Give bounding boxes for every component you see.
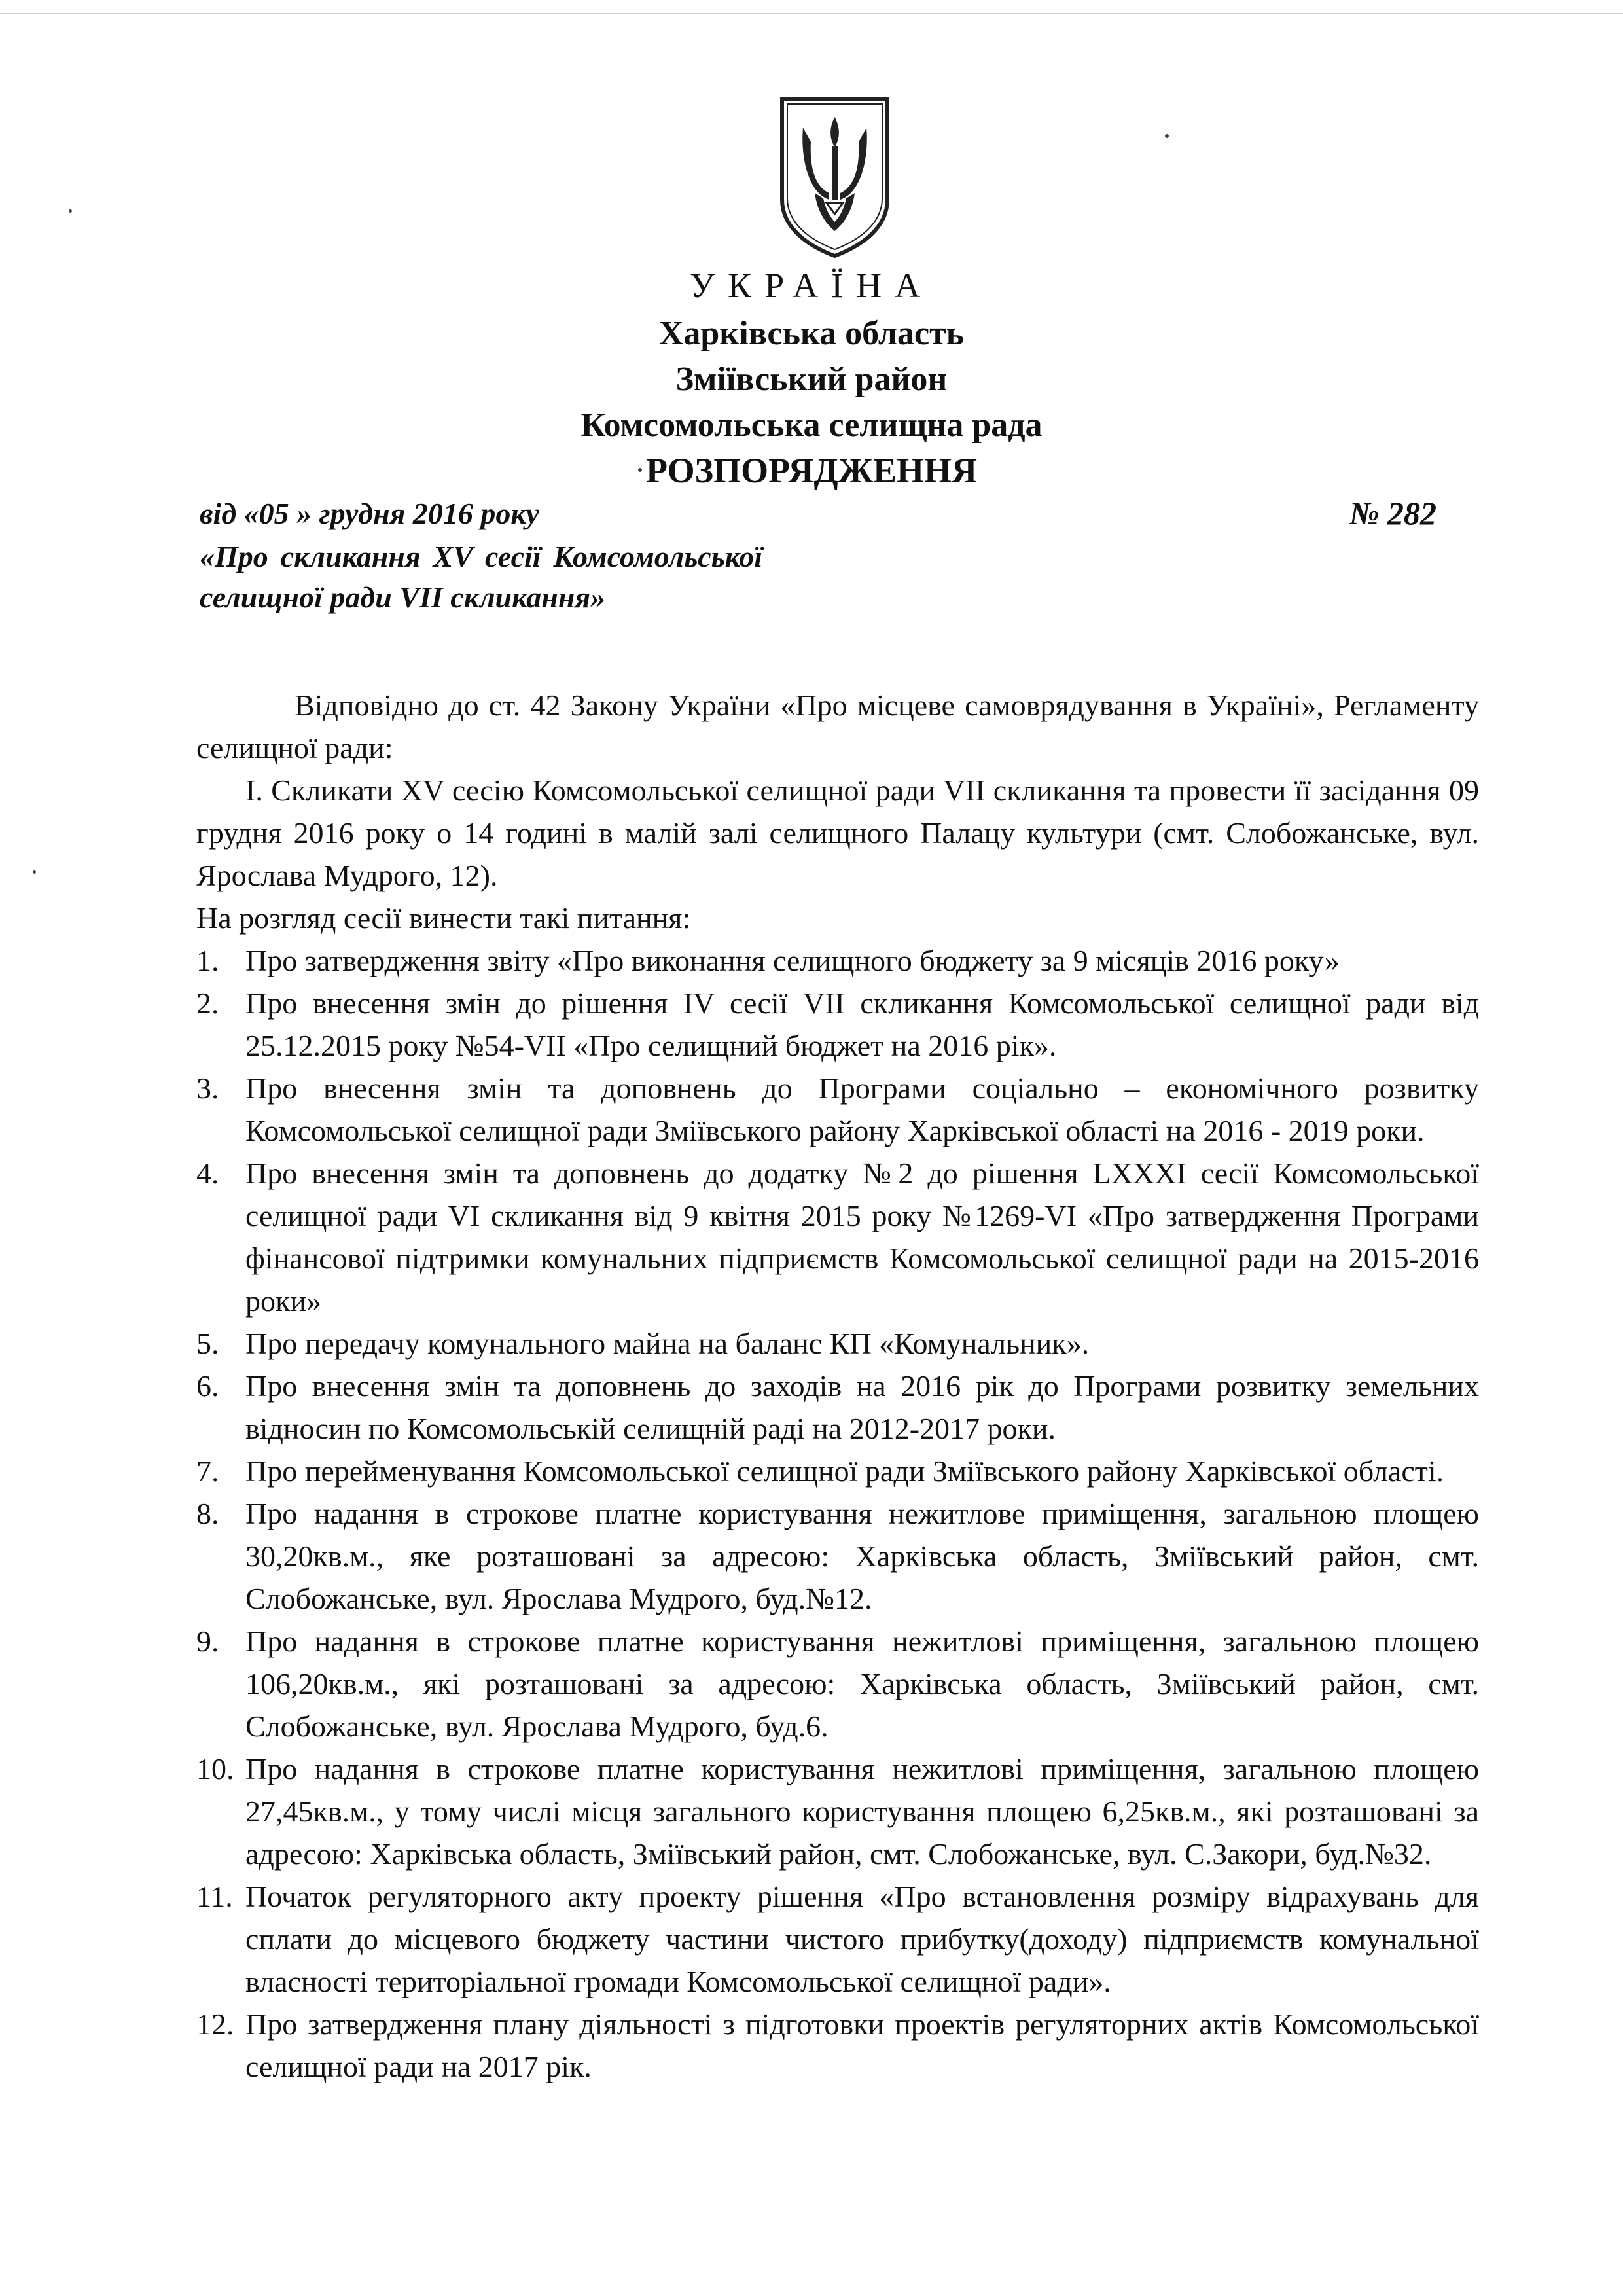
agenda-item-text: Про перейменування Комсомольської селищної ради Зміївського району Харківської області. <box>245 1454 1444 1488</box>
order-date: від «05 » грудня 2016 року <box>200 497 540 530</box>
agenda-item-text: Про внесення змін та доповнень до Програми соціально – економічного розвитку Комсомольської селищної ради Зміївського району Харківської області на 2016 - 2019 роки. <box>245 1071 1479 1147</box>
coat-of-arms-trident-icon <box>774 95 895 259</box>
agenda-item-number: 5. <box>196 1327 219 1360</box>
agenda-item-text: Початок регуляторного акту проекту рішення «Про встановлення розміру відрахувань для сплати до місцевого бюджету частини чистого прибутку(доходу) підприємств комунальної власності територіальної громади Комсомольської селищної ради». <box>245 1880 1479 1998</box>
agenda-item-text: Про надання в строкове платне користування нежитлове приміщення, загальною площею 30,20кв.м., яке розташовані за адресою: Харківська область, Зміївський район, смт. Слобожанське, вул. Ярослава Мудрого, буд.№12. <box>245 1497 1479 1615</box>
agenda-item <box>196 1748 1479 1875</box>
agenda-list <box>196 939 1479 2088</box>
agenda-item-text: Про внесення змін до рішення IV сесії VII скликання Комсомольської селищної ради від 25.12.2015 року №54-VII «Про селищний бюджет на 2016 рік». <box>245 986 1479 1062</box>
agenda-item <box>196 1450 1479 1492</box>
agenda-item-text: Про надання в строкове платне користування нежитлові приміщення, загальною площею 27,45кв.м., у тому числі місця загального користування площею 6,25кв.м., які розташовані за адресою: Харківська область, Зміївський район, смт. Слобожанське, вул. С.Закори, буд.№32. <box>245 1752 1479 1871</box>
scan-speck <box>33 870 36 874</box>
agenda-item <box>196 1322 1479 1365</box>
scan-edge-line <box>0 13 1623 14</box>
agenda-item <box>196 1492 1479 1620</box>
agenda-item <box>196 1365 1479 1450</box>
agenda-item <box>196 982 1479 1067</box>
agenda-item-number: 8. <box>196 1497 219 1530</box>
agenda-item-number: 9. <box>196 1624 219 1658</box>
order-title: «Про скликання XV сесії Комсомольської селищної ради VII скликання» <box>200 540 762 614</box>
agenda-item-text: Про внесення змін та доповнень до додатку №2 до рішення LXXXI сесії Комсомольської селищної ради VI скликання від 9 квітня 2015 року №1269-VI «Про затвердження Програми фінансової підтримки комунальних підприємств Комсомольської селищної ради на 2015-2016 роки» <box>245 1157 1479 1318</box>
scan-speck <box>69 209 72 213</box>
country-name: УКРАЇНА <box>689 266 934 305</box>
agenda-item-number: 3. <box>196 1071 219 1105</box>
agenda-item-text: Про надання в строкове платне користування нежитлові приміщення, загальною площею 106,20кв.м., які розташовані за адресою: Харківська область, Зміївський район, смт. Слобожанське, вул. Ярослава Мудрого, буд.6. <box>245 1624 1479 1743</box>
agenda-item <box>196 1067 1479 1152</box>
agenda-item-number: 11. <box>196 1880 233 1913</box>
agenda-item-number: 1. <box>196 944 219 977</box>
agenda-item-number: 10. <box>196 1752 234 1785</box>
agenda-item <box>196 1152 1479 1322</box>
raion-name: Зміївський район <box>675 361 948 398</box>
agenda-item-number: 2. <box>196 986 219 1020</box>
agenda-item <box>196 1620 1479 1748</box>
agenda-item-text: Про передачу комунального майна на баланс КП «Комунальник». <box>245 1327 1090 1360</box>
decree-paragraph: І. Скликати XV сесію Комсомольської селищної ради VII скликання та провести її засідання 09 грудня 2016 року о 14 годині в малій залі селищного Палацу культури (смт. Слобожанське, вул. Ярослава Мудрого, 12). <box>196 774 1479 892</box>
document-type: РОЗПОРЯДЖЕННЯ <box>645 451 978 490</box>
agenda-item <box>196 1875 1479 2003</box>
agenda-item-text: Про внесення змін та доповнень до заходів на 2016 рік до Програми розвитку земельних відносин по Комсомольській селищній раді на 2012-2017 роки. <box>245 1369 1479 1445</box>
agenda-item-number: 12. <box>196 2007 234 2041</box>
intro-paragraph: Відповідно до ст. 42 Закону України «Про місцеве самоврядування в Україні», Регламенту селищної ради: <box>196 689 1479 764</box>
scan-speck <box>1165 134 1169 138</box>
agenda-item-number: 4. <box>196 1157 219 1190</box>
agenda-item-text: Про затвердження звіту «Про виконання селищного бюджету за 9 місяців 2016 року» <box>245 944 1340 977</box>
document-body <box>196 684 1479 2088</box>
council-name: Комсомольська селищна рада <box>580 406 1043 444</box>
agenda-item <box>196 2003 1479 2088</box>
oblast-name: Харківська область <box>658 315 965 352</box>
agenda-intro: На розгляд сесії винести такі питання: <box>196 901 691 935</box>
order-number: № 282 <box>1349 495 1436 531</box>
agenda-item <box>196 939 1479 982</box>
agenda-item-number: 7. <box>196 1454 219 1488</box>
agenda-item-number: 6. <box>196 1369 219 1403</box>
agenda-item-text: Про затвердження плану діяльності з підготовки проектів регуляторних актів Комсомольської селищної ради на 2017 рік. <box>245 2007 1479 2083</box>
